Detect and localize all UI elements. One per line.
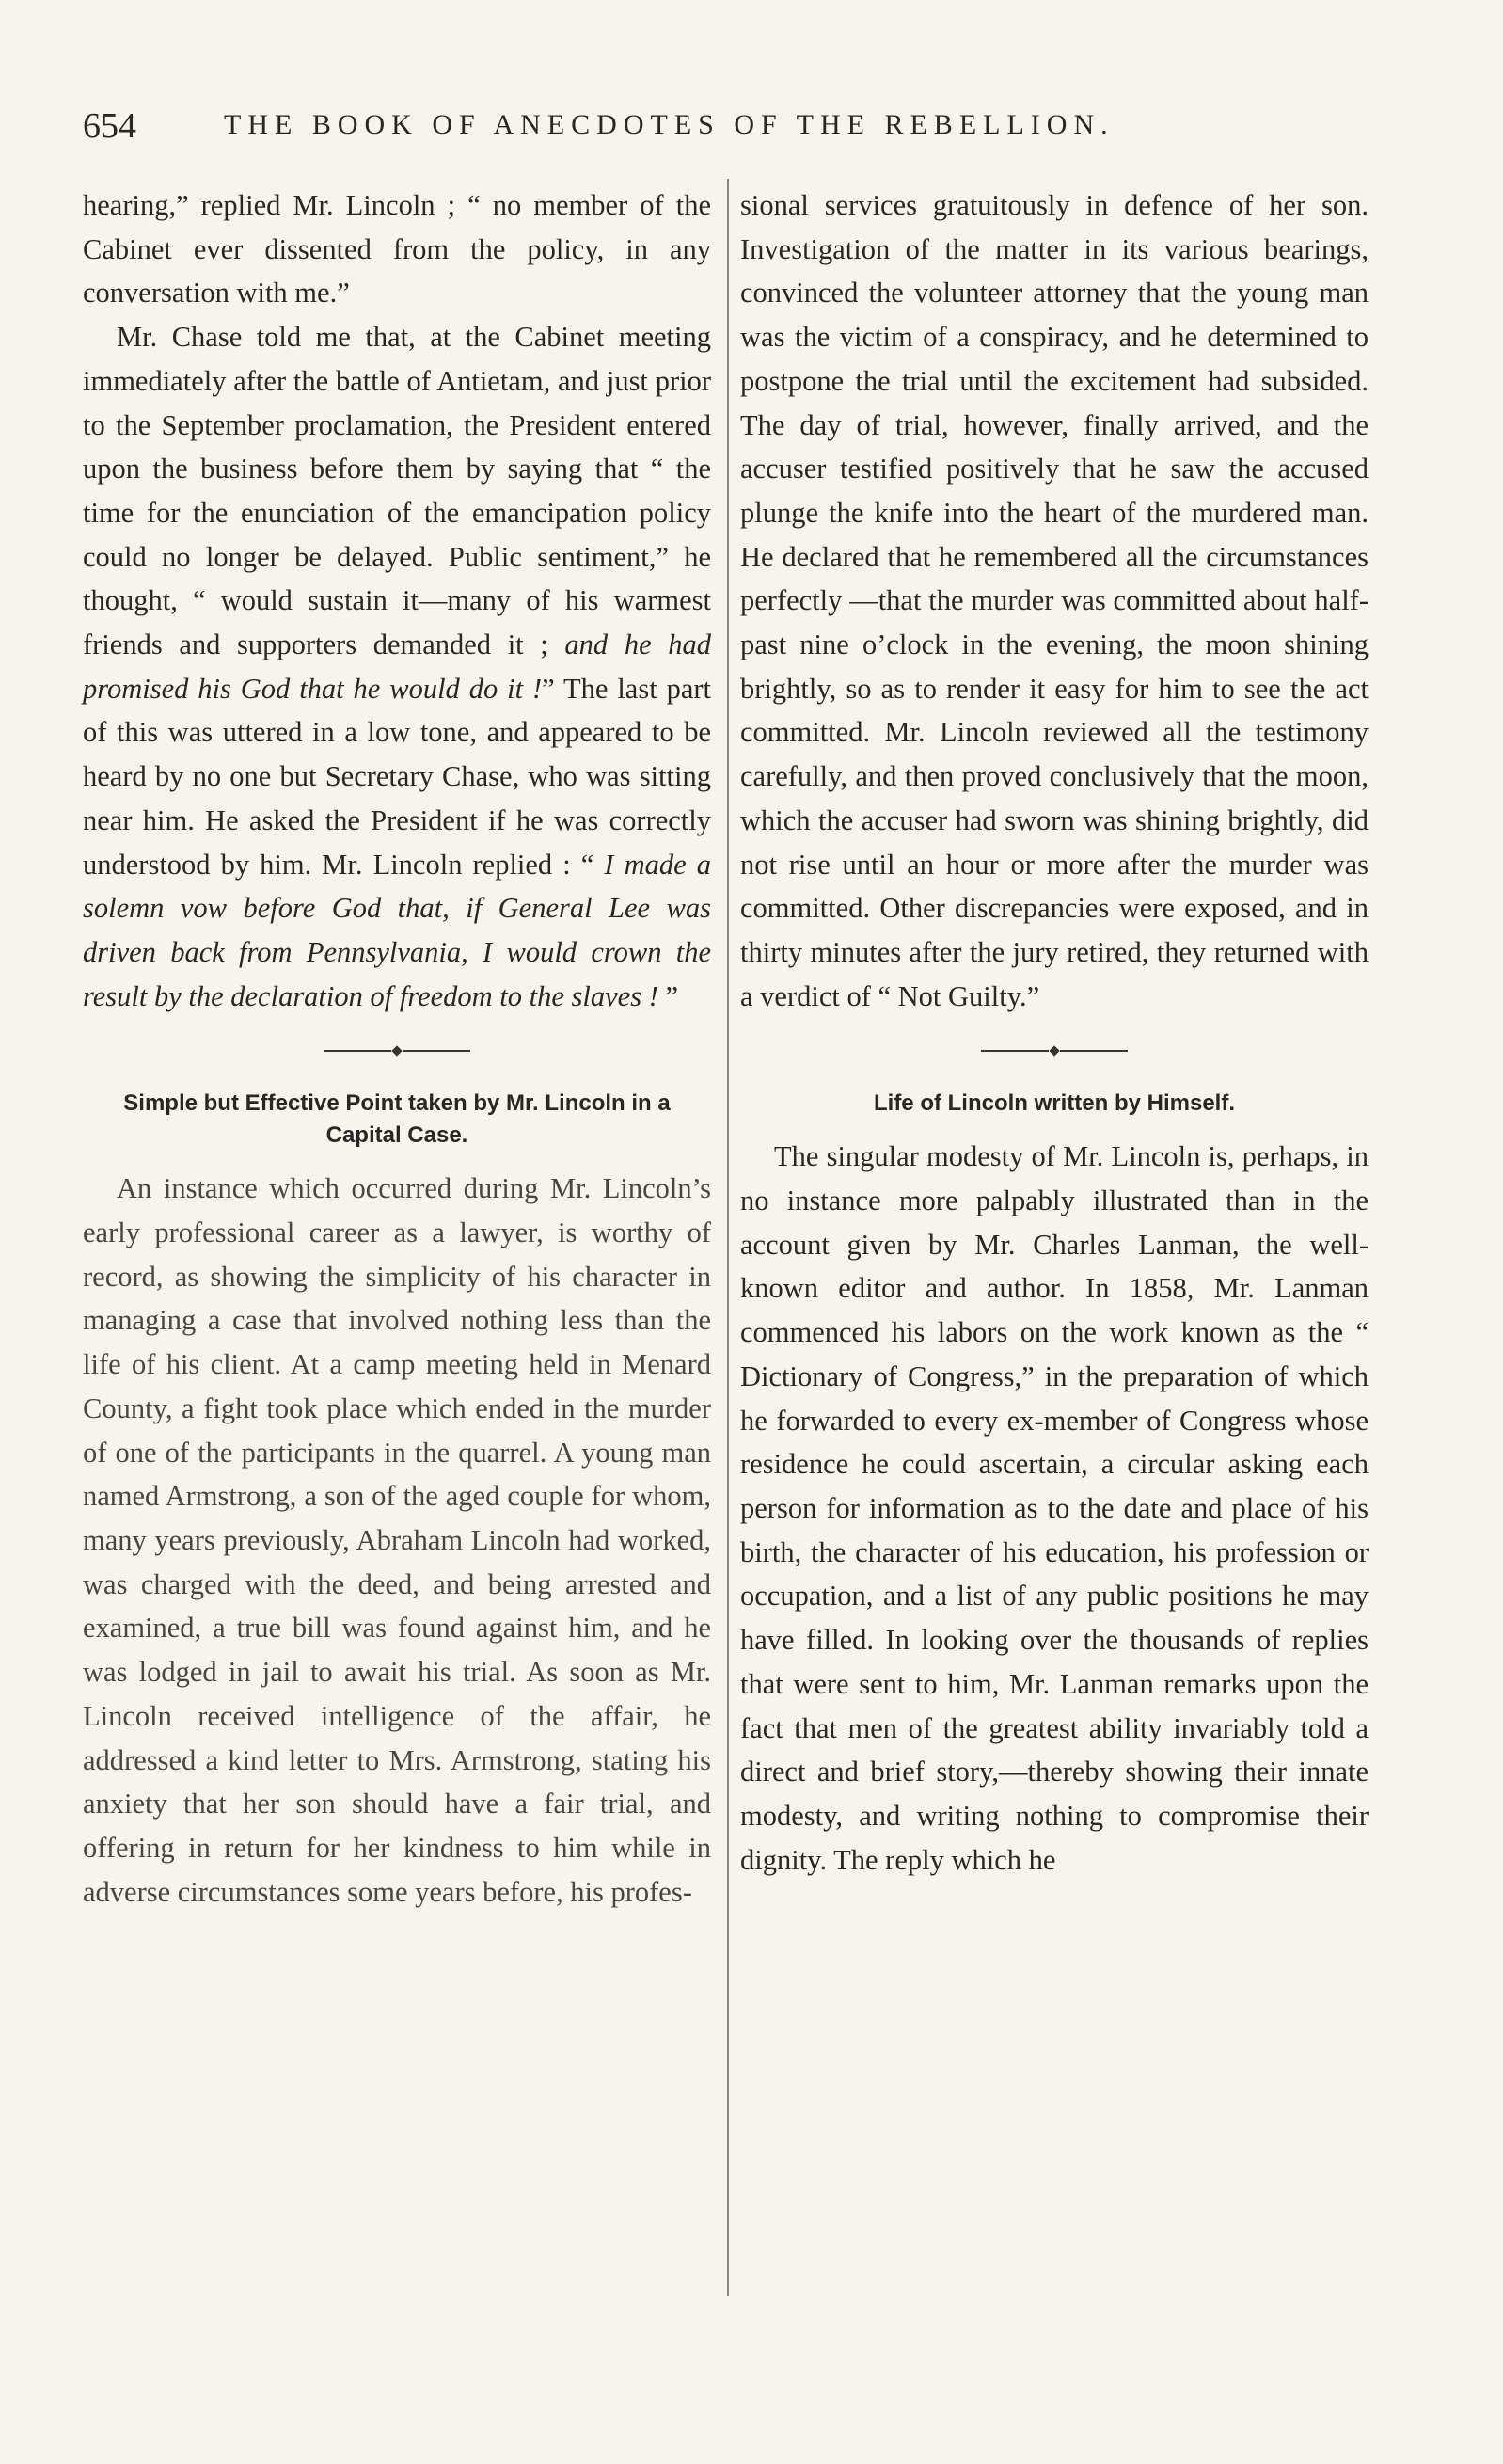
paragraph-life-of-lincoln: The singular modesty of Mr. Lincoln is, perhaps, in no instance more palpably illustrated than in the account given by Mr. Charles Lanman, the well-known editor and author. In 1858, Mr. Lanman commenced his labors on the work known as the “ Dictionary of Congress,” in the preparation of which he forwarded to every ex-member of Congress whose residence he could ascertain, a circular asking each person for information as to the date and place of his birth, the character of his education, his profession or occupation, and a list of any public positions he may have filled. In looking over the thousands of replies that were sent to him, Mr. Lanman remarks upon the fact that men of the greatest ability invariably told a direct and brief story,—thereby showing their innate modesty, and writing nothing to compromise their dignity. The reply which he — [740, 1140, 1369, 1876]
paragraph-continued: sional services gratuitously in defence of her son. Investigation of the matter in its various bearings, convinced the volunteer attorney that the young man was the victim of a conspiracy, and he determined to postpone the trial until the excitement had subsided. The day of trial, however, finally arrived, and the accuser testified positively that he saw the accused plunge the knife into the heart of the murdered man. He declared that he remembered all the circumstances perfectly —that the murder was committed about half-past nine o’clock in the evening, the moon shining brightly, so as to render it easy for him to see the act committed. Mr. Lincoln reviewed all the testimony carefully, and then proved conclusively that the moon, which the accuser had sworn was shining brightly, did not rise until an hour or more after the murder was committed. Other discrepancies were exposed, and in thirty minutes after the jury retired, they returned with a verdict of “ Not Guilty.” — [740, 189, 1369, 1012]
section-separator — [83, 1018, 711, 1084]
paragraph-capital-case: An instance which occurred during Mr. Lincoln’s early professional career as a lawyer, is worthy of record, as showing the simplicity of his character in managing a case that involved nothing less than the life of his client. At a camp meeting held in Menard County, a fight took place which ended in the murder of one of the participants in the quarrel. A young man named Armstrong, a son of the aged couple for whom, many years previously, Abraham Lincoln had worked, was charged with the deed, and being arrested and examined, a true bill was found against him, and he was lodged in jail to await his trial. As soon as Mr. Lincoln received intelligence of the affair, he addressed a kind letter to Mrs. Armstrong, stating his anxiety that her son should have a fair trial, and offering in return for her kindness to him while in adverse circumstances some years before, his profes- — [83, 1172, 711, 1908]
italic-text-run: and he had promised his God that he would do it ! — [83, 628, 711, 705]
separator-line — [403, 1050, 470, 1052]
right-column — [740, 183, 1369, 1882]
paragraph-chase-cabinet — [83, 315, 711, 1018]
text-run: ” The last part of this was uttered in a low tone, and appeared to be heard by no one but Secretary Chase, who was sitting near him. He asked the President if he was correctly understood by him. Mr. Lincoln replied : “ — [83, 672, 711, 881]
column-divider — [727, 179, 729, 2296]
page-number: 654 — [83, 106, 136, 146]
separator-line — [1060, 1050, 1128, 1052]
separator-diamond-icon — [391, 1046, 402, 1057]
paragraph-continued: hearing,” replied Mr. Lincoln ; “ no member of the Cabinet ever dissented from the policy, in any conversation with me.” — [83, 189, 711, 310]
separator-line — [981, 1050, 1049, 1052]
page-header — [83, 105, 1381, 152]
text-run: Mr. Chase told me that, at the Cabinet meeting immediately after the battle of Antietam, and just prior to the September proclamation, the President entered upon the business before them by saying that “ the time for the enunciation of the emancipation policy could no longer be delayed. Public sentiment,” he thought, “ would sustain it—many of his warmest friends and supporters demanded it ; — [83, 321, 711, 661]
separator-line — [324, 1050, 391, 1052]
left-column — [83, 183, 711, 1914]
section-separator — [740, 1018, 1369, 1084]
running-head: THE BOOK OF ANECDOTES OF THE REBELLION. — [224, 109, 1115, 140]
section-heading: Life of Lincoln written by Himself. — [873, 1090, 1236, 1117]
text-run: ” — [657, 979, 679, 1012]
separator-diamond-icon — [1049, 1046, 1059, 1057]
italic-text-run: I made a solemn vow before God that, if General Lee was driven back from Pennsylvania, I would crown the result by the declaration of freedom to the slaves ! — [83, 848, 711, 1012]
section-heading: Simple but Effective Point taken by Mr. Lincoln in a Capital Case. — [123, 1090, 671, 1149]
